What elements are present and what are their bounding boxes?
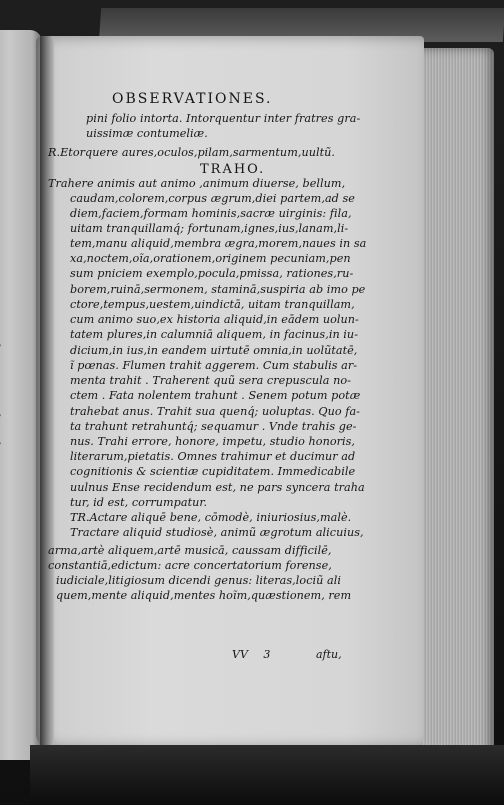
text-line: menta trahit . Traherent quũ sera crepuscula no-	[70, 374, 351, 387]
text-line: arma,artè aliquem,artē musicā, caussam difficilē,	[48, 544, 332, 557]
left-page-fragment	[0, 200, 2, 214]
left-page-text-fragments	[0, 30, 2, 760]
left-page-fragment	[0, 318, 2, 332]
text-line: borem,ruinā,sermonem, staminā,suspiria ab imo pe	[70, 283, 366, 296]
left-page-fragment	[0, 140, 2, 154]
text-line: constantiā,edictum: acre concertatorium forense,	[48, 559, 332, 572]
left-page-fragment	[0, 222, 2, 236]
text-line: trahebat anus. Trahit sua quenq́; uoluptas. Quo fa-	[70, 405, 360, 418]
left-page-fragment	[0, 438, 2, 452]
left-page-fragment	[0, 574, 2, 588]
page-edges	[414, 48, 494, 768]
text-line: diem,faciem,formam hominis,sacræ uirginis: fila,	[70, 207, 352, 220]
text-line: dicium,in ius,in eandem uirtutē omnia,in uolũtatē,	[70, 344, 358, 357]
text-line: TR.Actare aliquē bene, cōmodè, iniuriosius,malè.	[70, 511, 352, 524]
text-line: ctore,tempus,uestem,uindictā, uitam tranquillam,	[70, 298, 355, 311]
text-line: R.Etorquere aures,oculos,pilam,sarmentum,uultũ.	[48, 146, 336, 159]
text-line: ctem . Fata nolentem trahunt . Senem potum potæ	[70, 389, 361, 402]
bottom-shadow	[30, 745, 504, 805]
left-page-fragment	[0, 598, 2, 612]
left-page-fragment	[0, 362, 2, 376]
left-page-fragment	[0, 68, 2, 82]
text-line: uulnus Ense recidendum est, ne pars syncera traha	[70, 481, 365, 494]
text-line: Tractare aliquid studiosè, animũ ægrotum alicuius,	[70, 526, 364, 539]
text-line: ĩ pœnas. Flumen trahit aggerem. Cum stabulis ar-	[70, 359, 358, 372]
text-line: xa,noctem,oĩa,orationem,originem pecuniam,pen	[70, 252, 351, 265]
headword-traho: TRAHO.	[200, 162, 266, 177]
text-line: quem,mente aliquid,mentes hoĩm,quæstionem, rem	[56, 589, 352, 602]
text-line: literarum,pietatis. Omnes trahimur et ducimur ad	[70, 450, 356, 463]
text-line: iudiciale,litigiosum dicendi genus: literas,lociũ ali	[56, 574, 341, 587]
left-page-fragment	[0, 94, 2, 108]
signature-mark: VV	[232, 648, 248, 661]
left-page-fragment	[0, 248, 2, 262]
running-head: OBSERVATIONES.	[112, 91, 273, 107]
text-line: cognitionis & scientiæ cupiditatem. Immedicabile	[70, 465, 356, 478]
text-line: tem,manu aliquid,membra ægra,morem,naues in sa	[70, 237, 367, 250]
left-page-fragment	[0, 624, 2, 638]
catchword: aftu,	[316, 648, 342, 661]
text-line: nus. Trahi errore, honore, impetu, studio honoris,	[70, 435, 356, 448]
left-page-fragment	[0, 410, 2, 424]
text-line: cum animo suo,ex historia aliquid,in eādem uolun-	[70, 313, 359, 326]
text-line: ta trahunt retrahuntq́; sequamur . Vnde trahis ge-	[70, 420, 357, 433]
left-page-fragment	[0, 340, 2, 354]
text-line: caudam,colorem,corpus ægrum,diei partem,ad se	[70, 192, 355, 205]
text-line: tur, id est, corrumpatur.	[70, 496, 208, 509]
text-line: Trahere animis aut animo ,animum diuerse, bellum,	[48, 177, 346, 190]
left-page-fragment	[0, 268, 2, 282]
text-line: sum pniciem exemplo,pocula,pmissa, rationes,ru-	[70, 267, 354, 280]
left-page-fragment	[0, 520, 2, 534]
left-page-fragment	[0, 292, 2, 306]
text-line: uissimæ contumeliæ.	[86, 127, 208, 140]
left-page-fragment	[0, 462, 2, 476]
page-footer	[232, 648, 342, 661]
text-line: pini folio intorta. Intorquentur inter fratres gra-	[86, 112, 361, 125]
left-page-fragment	[0, 386, 2, 400]
left-page-fragment	[0, 548, 2, 562]
text-line: tatem plures,in calumniā aliquem, in facinus,in iu-	[70, 328, 359, 341]
binding-gutter	[40, 36, 54, 756]
signature-number: 3	[263, 648, 271, 661]
text-line: uitam tranquillamq́; fortunam,ignes,ius,lanam,li-	[70, 222, 349, 235]
